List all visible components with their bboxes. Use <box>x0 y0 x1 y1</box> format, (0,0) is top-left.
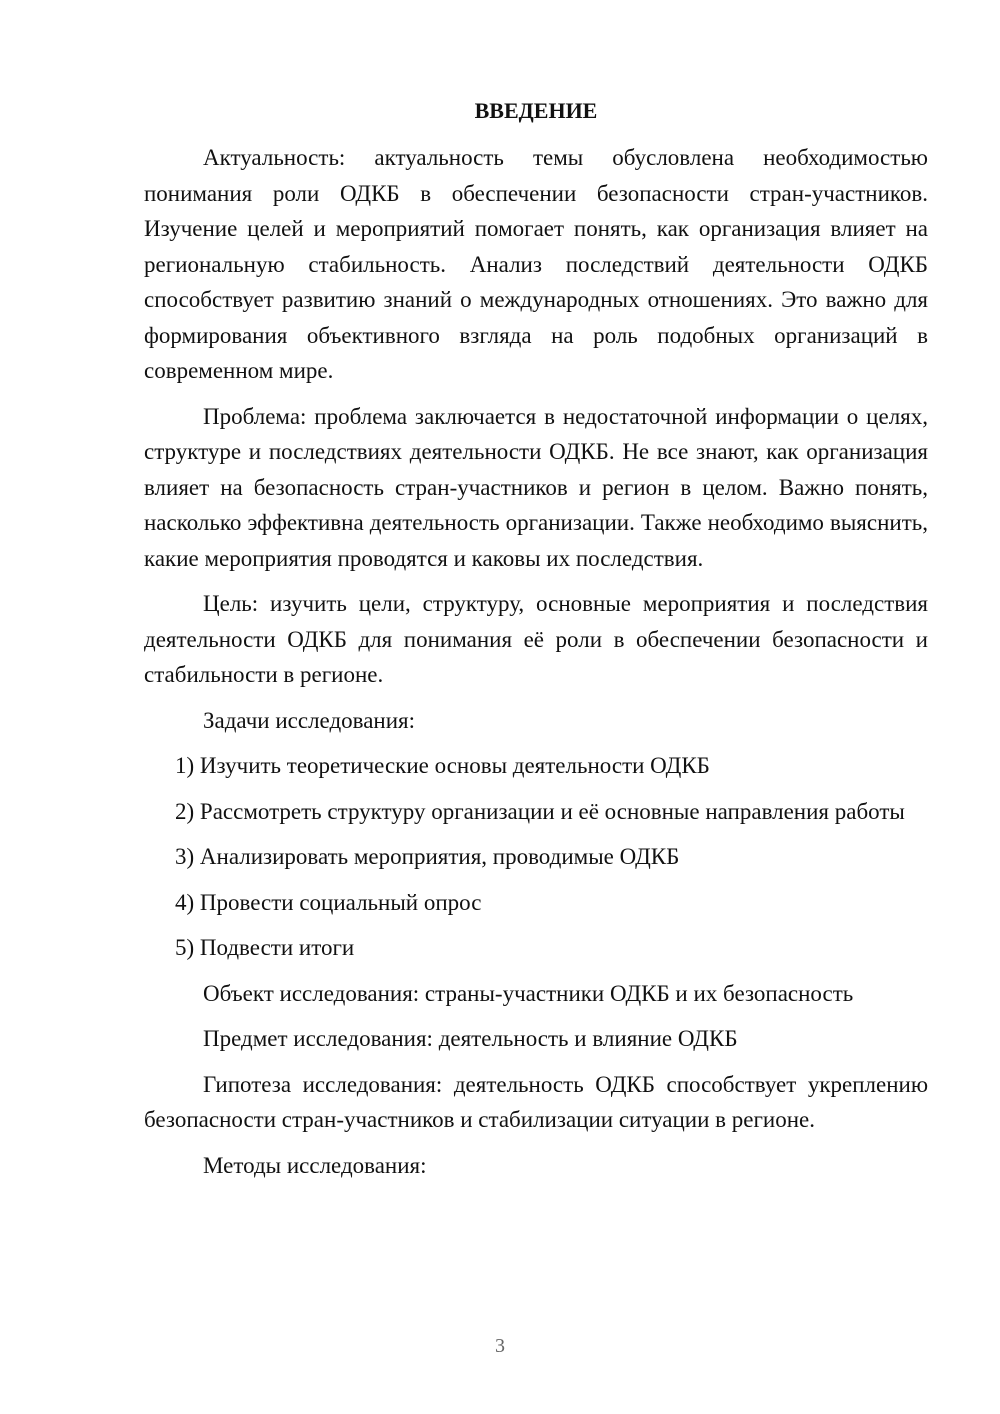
object-paragraph: Объект исследования: страны-участники ОДКБ и их безопасность <box>203 980 854 1006</box>
problem-paragraph: Проблема: проблема заключается в недостаточной информации о целях, структуре и последствиях деятельности ОДКБ. Не все знают, как организация влияет на безопасность стран-участников и регион в целом. Важно понять, насколько эффективна деятельность организации. Также необходимо выяснить, какие мероприятия проводятся и каковы их последствия. <box>144 403 928 571</box>
section-title: ВВЕДЕНИЕ <box>474 98 598 123</box>
task-item: 1) Изучить теоретические основы деятельности ОДКБ <box>175 753 710 778</box>
goal-paragraph: Цель: изучить цели, структуру, основные мероприятия и последствия деятельности ОДКБ для понимания её роли в обеспечении безопасности и стабильности в регионе. <box>144 591 928 687</box>
task-item: 2) Рассмотреть структуру организации и её основные направления работы <box>175 798 905 824</box>
task-item: 4) Провести социальный опрос <box>175 889 482 915</box>
relevance-paragraph: Актуальность: актуальность темы обусловлена необходимостью понимания роли ОДКБ в обеспечении безопасности стран-участников. Изучение целей и мероприятий помогает понять, как организация влияет на региональную стабильность. Анализ последствий деятельности ОДКБ способствует развитию знаний о международных отношениях. Это важно для формирования объективного взгляда на роль подобных организаций в современном мире. <box>144 145 928 383</box>
tasks-heading: Задачи исследования: <box>203 707 416 733</box>
hypothesis-paragraph: Гипотеза исследования: деятельность ОДКБ способствует укреплению безопасности стран-участников и стабилизации ситуации в регионе. <box>144 1071 928 1132</box>
task-item: 5) Подвести итоги <box>175 935 355 960</box>
page-content <box>144 94 928 1193</box>
methods-heading: Методы исследования: <box>203 1152 427 1178</box>
subject-paragraph: Предмет исследования: деятельность и влияние ОДКБ <box>203 1026 738 1051</box>
task-item: 3) Анализировать мероприятия, проводимые ОДКБ <box>175 844 680 869</box>
page-number: 3 <box>495 1335 505 1357</box>
